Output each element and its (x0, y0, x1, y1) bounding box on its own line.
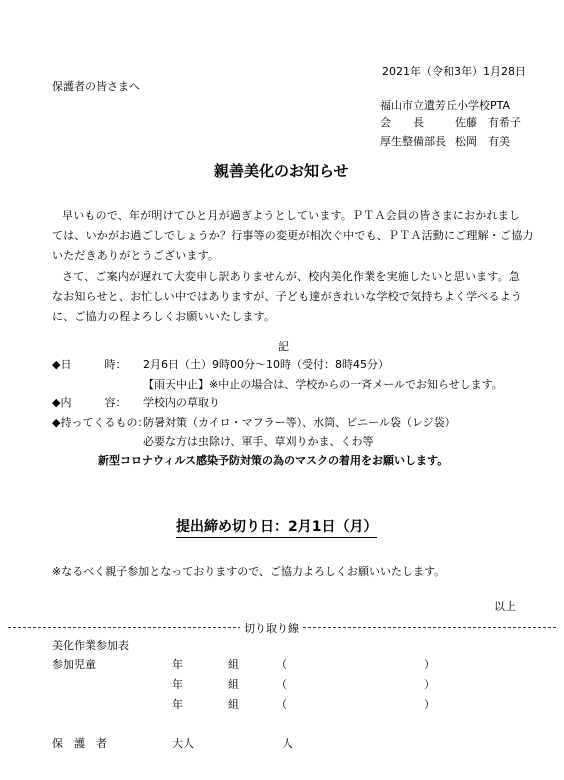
person-unit: 人 (282, 737, 293, 750)
welfare-title: 厚生整備部長 (380, 135, 446, 148)
date-label: ◆日 時： (52, 358, 127, 371)
class-unit: 組 (228, 658, 239, 671)
document-date: 2021年（令和3年）1月28日 (382, 65, 526, 78)
president-title: 会 長 (380, 116, 424, 129)
guardian-label: 保 護 者 (52, 737, 107, 750)
ijou-closing: 以上 (494, 600, 516, 613)
paragraph-2-line-1: さて、ご案内が遅れて大変申し訳ありませんが、校内美化作業を実施したいと思います。急 (62, 270, 521, 283)
ki-marker: 記 (278, 340, 289, 353)
school-name: 福山市立遺芳丘小学校PTA (380, 99, 511, 112)
submission-deadline: 提出締め切り日：2月1日（月） (176, 516, 377, 538)
items-extra: 必要な方は虫除け、軍手、草刈りかま、くわ等 (143, 435, 374, 448)
rain-note: 【雨天中止】※中止の場合は、学校からの一斉メールでお知らせします。 (143, 378, 503, 391)
content-label: ◆内 容： (52, 396, 127, 409)
form-title: 美化作業参加表 (52, 639, 129, 652)
grade-unit: 年 (172, 658, 183, 671)
name-open-paren: （ (276, 658, 287, 671)
date-value: 2月6日（土）9時00分～10時（受付：8時45分） (143, 358, 389, 371)
name-close-paren: ） (424, 678, 435, 691)
adult-label: 大人 (172, 737, 194, 750)
name-open-paren: （ (276, 698, 287, 711)
items-value: 防暑対策（カイロ・マフラー等）、水筒、ビニール袋（レジ袋） (143, 416, 456, 429)
paragraph-1-line-1: 早いもので、年が明けてひと月が過ぎようとしています。ＰＴＡ会員の皆さまにおかれまし (62, 209, 521, 222)
paragraph-2-line-3: に、ご協力の程よろしくお願いいたします。 (52, 310, 276, 323)
cut-line-label: 切り取り線 (240, 620, 303, 636)
paragraph-2-line-2: なお知らせと、お忙しい中ではありますが、子ども達がきれいな学校で気持ちよく学べるよう (52, 290, 523, 303)
items-label: ◆持ってくるもの： (52, 416, 149, 429)
child-label: 参加児童 (52, 658, 96, 671)
mask-note: 新型コロナウィルス感染予防対策の為のマスクの着用をお願いします。 (98, 454, 449, 467)
document-title: 親善美化のお知らせ (214, 162, 349, 180)
paragraph-1-line-3: いただきありがとうございます。 (52, 249, 220, 262)
grade-unit: 年 (172, 678, 183, 691)
class-unit: 組 (228, 698, 239, 711)
participation-request: ※なるべく親子参加となっておりますので、ご協力よろしくお願いいたします。 (52, 565, 446, 578)
paragraph-1-line-2: ては、いかがお過ごしでしょうか？行事等の変更が相次ぐ中でも、ＰＴＡ活動にご理解・ご協力 (52, 229, 534, 242)
name-close-paren: ） (424, 658, 435, 671)
name-close-paren: ） (424, 698, 435, 711)
recipient: 保護者の皆さまへ (52, 80, 140, 93)
welfare-name: 松岡 有美 (455, 135, 510, 148)
class-unit: 組 (228, 678, 239, 691)
name-open-paren: （ (276, 678, 287, 691)
president-name: 佐藤 有希子 (455, 116, 521, 129)
grade-unit: 年 (172, 698, 183, 711)
content-value: 学校内の草取り (143, 396, 220, 409)
